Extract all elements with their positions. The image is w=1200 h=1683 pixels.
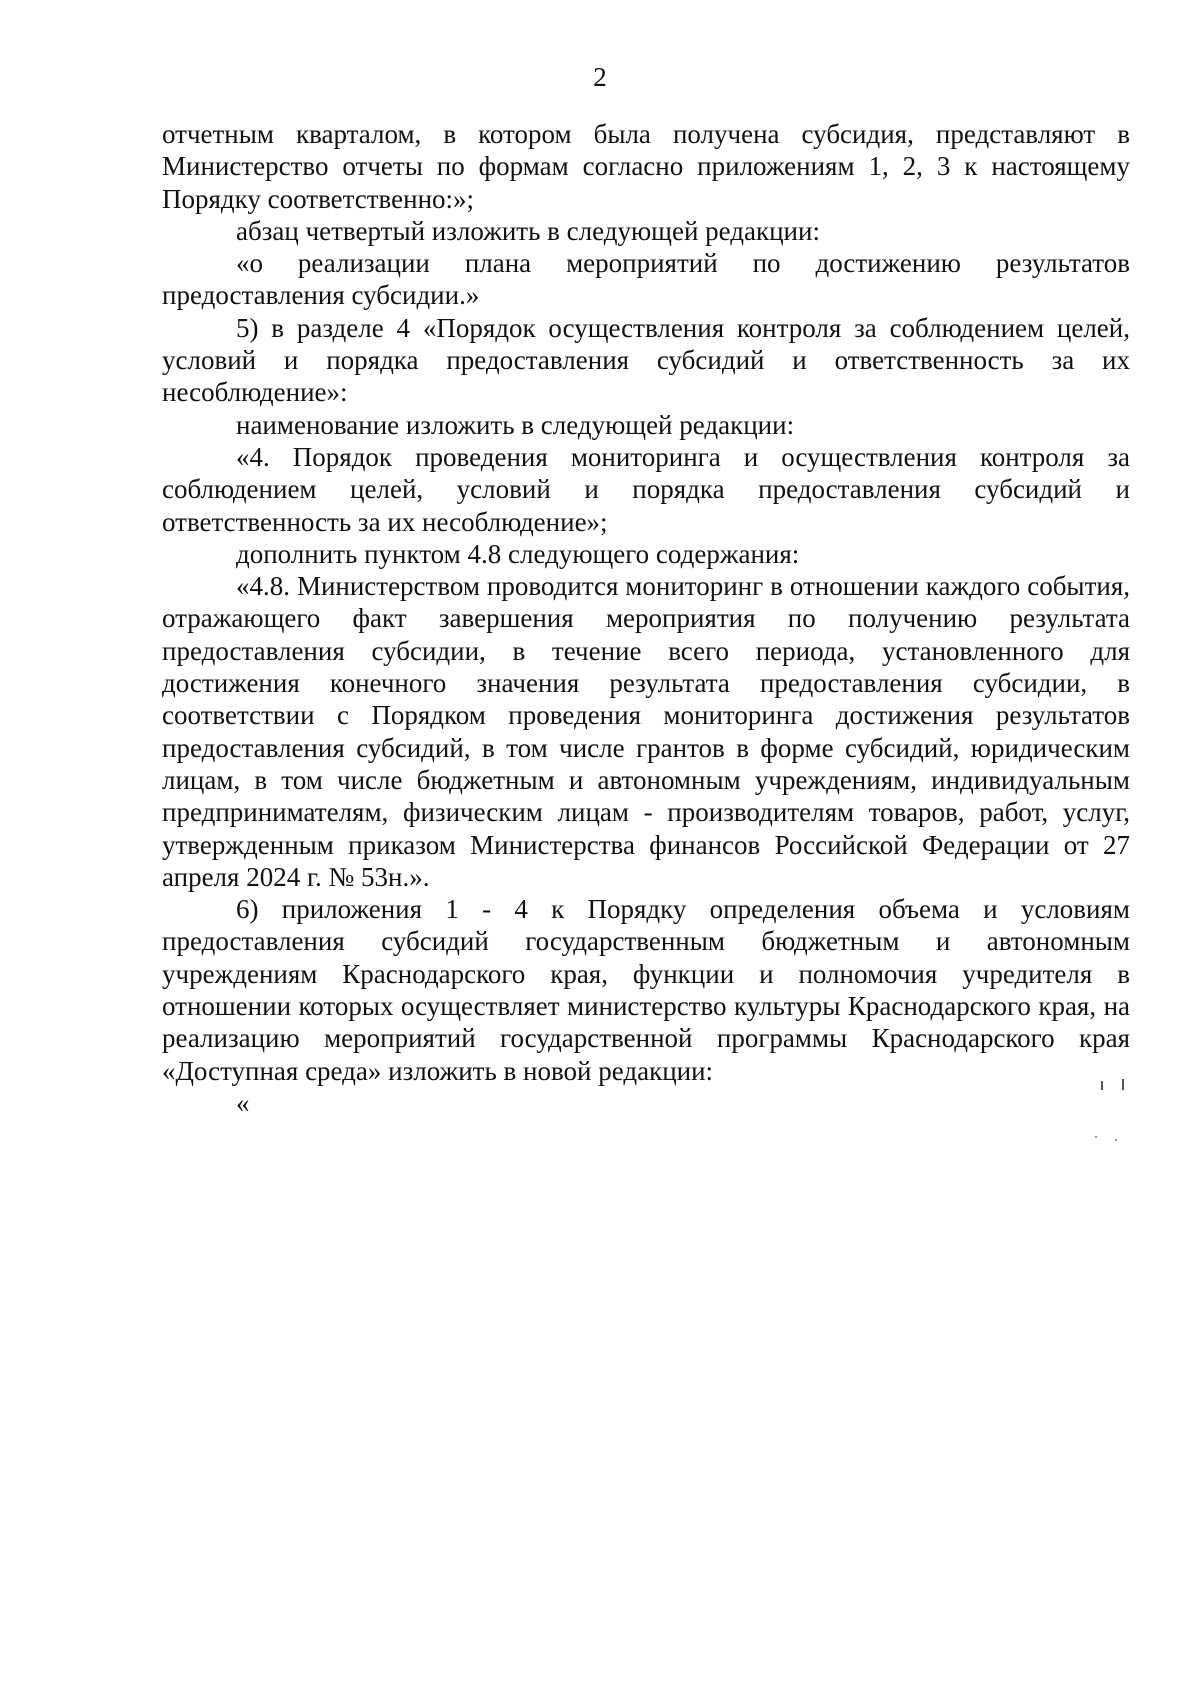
paragraph-section-4-title: «4. Порядок проведения мониторинга и осуществления контроля за соблюдением целей, условий и порядка предоставления субсидий и ответственность за их несоблюдение»; <box>162 441 1130 537</box>
document-body <box>162 118 1130 1119</box>
paragraph-item-5: 5) в разделе 4 «Порядок осуществления контроля за соблюдением целей, условий и порядка предоставления субсидий и ответственность за их несоблюдение»: <box>162 312 1130 408</box>
page-number: 2 <box>593 62 607 92</box>
scan-speck <box>1101 1081 1103 1090</box>
scan-speck <box>1095 1136 1097 1138</box>
paragraph-continuation: отчетным кварталом, в котором была получена субсидия, представляют в Министерство отчеты по формам согласно приложениям 1, 2, 3 к настоящему Порядку соответственно:»; <box>162 119 1130 214</box>
paragraph-instruction-add-4-8: дополнить пунктом 4.8 следующего содержания: <box>236 538 800 569</box>
paragraph-clause-4-8: «4.8. Министерством проводится мониторинг в отношении каждого события, отражающего факт завершения мероприятия по получению результата предоставления субсидии, в течение всего периода, установленного для достижения конечного значения результата предоставления субсидии, в соответствии с Порядком проведения мониторинга достижения результатов предоставления субсидий, в том числе грантов в форме субсидий, юридическим лицам, в том числе бюджетным и автономным учреждениям, индивидуальным предпринимателям, физическим лицам - производителям товаров, работ, услуг, утвержденным приказом Министерства финансов Российской Федерации от 27 апреля 2024 г. № 53н.». <box>162 571 1130 892</box>
paragraph-instruction-4th-clause: абзац четвертый изложить в следующей редакции: <box>236 215 820 246</box>
paragraph-open-quote: « <box>236 1087 250 1118</box>
scan-speck <box>1115 1139 1117 1141</box>
paragraph-quoted-clause: «о реализации плана мероприятий по достижению результатов предоставления субсидии.» <box>162 248 1130 311</box>
paragraph-item-6: 6) приложения 1 - 4 к Порядку определения объема и условиям предоставления субсидий государственным бюджетным и автономным учреждениям Краснодарского края, функции и полномочия учредителя в отношении которых осуществляет министерство культуры Краснодарского края, на реализацию мероприятий государственной программы Краснодарского края «Доступная среда» изложить в новой редакции: <box>162 894 1130 1086</box>
scan-speck <box>1122 1079 1124 1090</box>
paragraph-instruction-name: наименование изложить в следующей редакции: <box>236 409 795 440</box>
